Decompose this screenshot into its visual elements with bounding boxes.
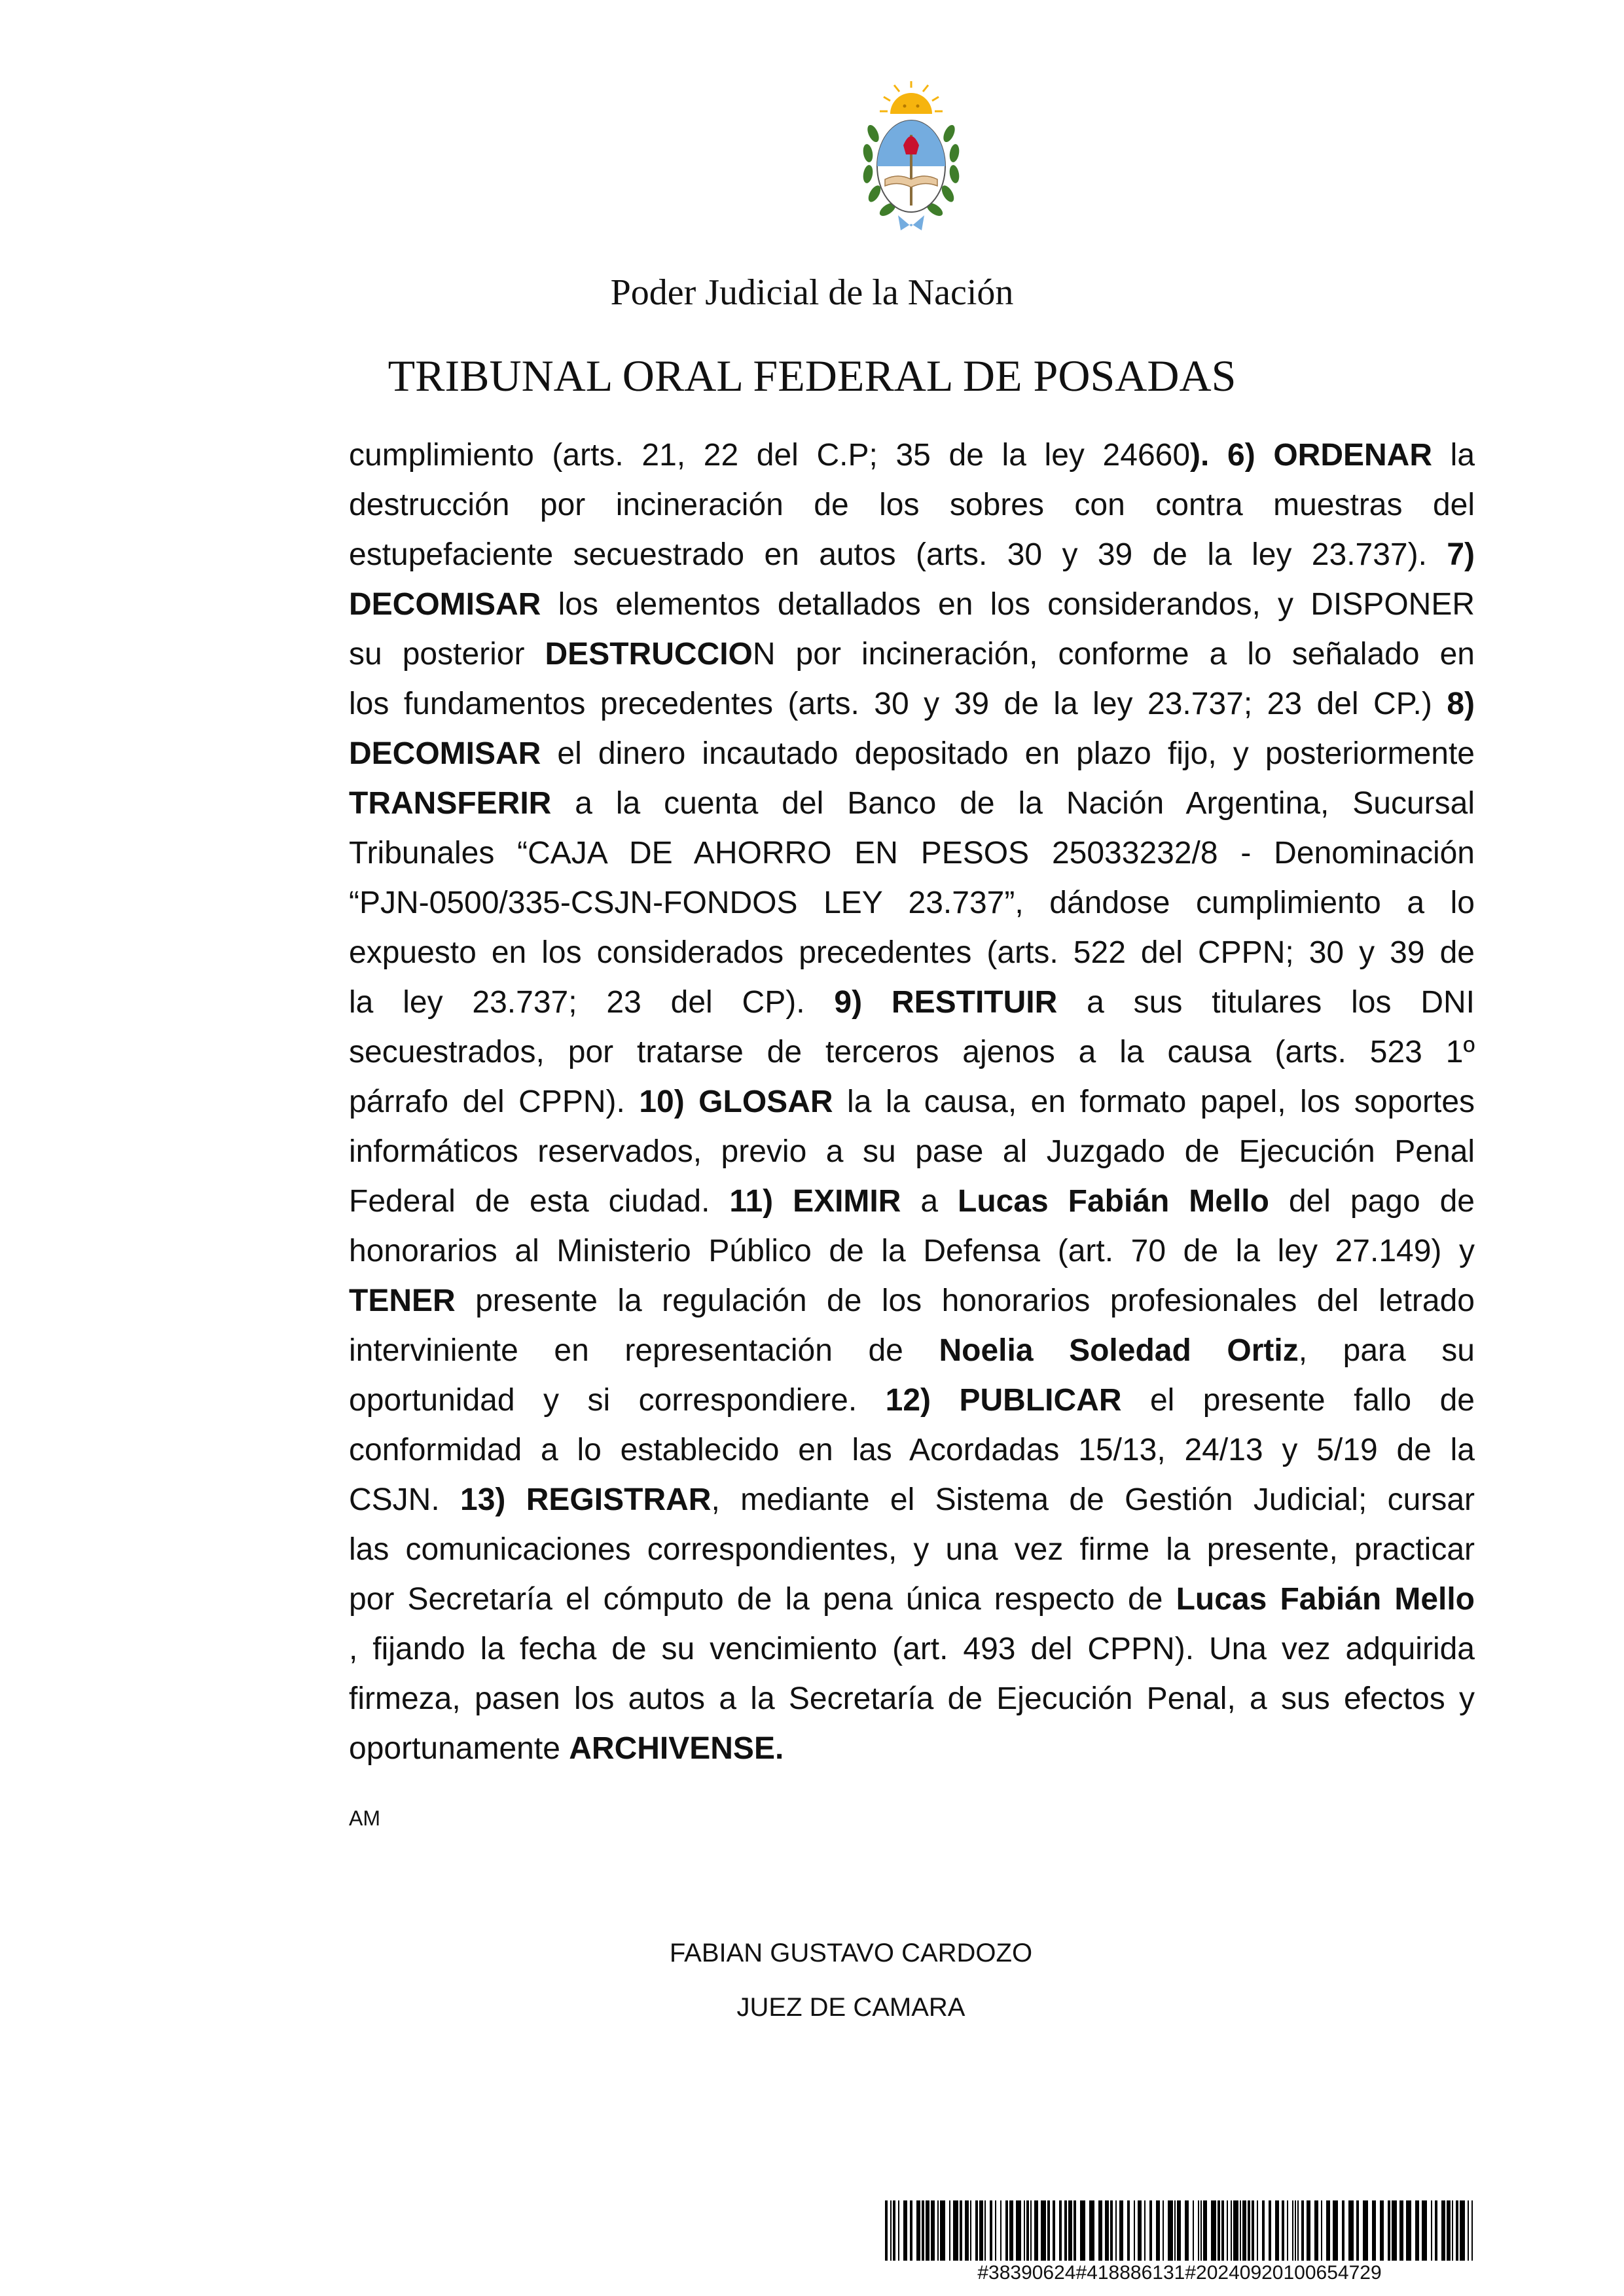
body-line (349, 878, 1475, 928)
barcode-bar (990, 2200, 992, 2261)
barcode-bar (1034, 2200, 1038, 2261)
barcode-bar (1372, 2200, 1376, 2261)
text-run: por Secretaría el cómputo de la pena única respecto de (349, 1582, 1176, 1617)
barcode-bar (1447, 2200, 1451, 2261)
text-run: la ley 23.737; 23 del CP). (349, 985, 835, 1020)
text-run: los fundamentos precedentes (arts. 30 y 39 de la ley 23.737; 23 del CP.) (349, 687, 1447, 721)
barcode-bar (965, 2200, 969, 2261)
text-run: destrucción por incineración de los sobres con contra muestras del (349, 488, 1475, 522)
text-run: N por incineración, conforme a lo señalado en (752, 637, 1475, 672)
body-line (349, 1724, 1475, 1774)
bold-text: DECOMISAR (349, 587, 541, 622)
barcode-bar (1295, 2200, 1296, 2261)
bold-text: 13) REGISTRAR (460, 1482, 712, 1517)
text-run: la la causa, en formato papel, los soportes (833, 1085, 1475, 1119)
body-line (349, 928, 1475, 978)
barcode-bar (1240, 2200, 1241, 2261)
bold-text: Noelia Soledad Ortiz (939, 1333, 1299, 1368)
barcode-bar (1342, 2200, 1344, 2261)
barcode-bar (1471, 2200, 1473, 2261)
barcode-bar (1262, 2200, 1265, 2261)
text-run: CSJN. (349, 1482, 461, 1517)
barcode-bar (1431, 2200, 1432, 2261)
barcode-bar (926, 2200, 929, 2261)
text-run: a la cuenta del Banco de la Nación Argentina, Sucursal (551, 786, 1475, 821)
barcode-bar (1009, 2200, 1013, 2261)
barcode-bar (893, 2200, 895, 2261)
argentine-coat-of-arms-seal (859, 81, 964, 235)
text-run: estupefaciente secuestrado en autos (arts. 30 y 39 de la ley 23.737). (349, 537, 1447, 572)
barcode-bar (910, 2200, 912, 2261)
barcode-bar (916, 2200, 920, 2261)
barcode-bar (1174, 2200, 1176, 2261)
barcode-bar (949, 2200, 950, 2261)
text-run: las comunicaciones correspondientes, y una vez firme la presente, practicar (349, 1532, 1475, 1567)
barcode-bar (975, 2200, 978, 2261)
barcode-bar (1356, 2200, 1359, 2261)
barcode-bar (1287, 2200, 1288, 2261)
barcode-bar (1435, 2200, 1437, 2261)
barcode-bar (970, 2200, 971, 2261)
barcode-bar (1144, 2200, 1146, 2261)
barcode-bar (1127, 2200, 1130, 2261)
barcode-bar (1134, 2200, 1135, 2261)
barcode-bar (1422, 2200, 1427, 2261)
bold-text: 10) GLOSAR (639, 1085, 833, 1119)
barcode-bar (1321, 2200, 1322, 2261)
barcode-bar (885, 2200, 888, 2261)
barcode-bar (1326, 2200, 1330, 2261)
barcode-bar (1231, 2200, 1232, 2261)
text-run: el dinero incautado depositado en plazo fijo, y posteriormente (541, 736, 1475, 771)
barcode-bar (1218, 2200, 1220, 2261)
barcode-bar (1163, 2200, 1164, 2261)
bold-text: ). 6) ORDENAR (1190, 438, 1433, 473)
barcode-bar (1441, 2200, 1445, 2261)
barcode-bar (1257, 2200, 1258, 2261)
bold-text: 9) RESTITUIR (834, 985, 1058, 1020)
body-line (349, 1177, 1475, 1227)
body-line (349, 1077, 1475, 1127)
barcode-bar (1041, 2200, 1046, 2261)
text-run: cumplimiento (arts. 21, 22 del C.P; 35 de la ley 24660 (349, 438, 1191, 473)
barcode-bar (1177, 2200, 1181, 2261)
barcode-bar (1282, 2200, 1284, 2261)
barcode-bar (1348, 2200, 1354, 2261)
text-run: a sus titulares los DNI (1057, 985, 1475, 1020)
text-run: del pago de (1269, 1184, 1475, 1219)
barcode-bar (1252, 2200, 1254, 2261)
bold-text: TENER (349, 1283, 456, 1318)
barcode-bar (1292, 2200, 1293, 2261)
barcode-bar (1105, 2200, 1109, 2261)
body-line (349, 1326, 1475, 1376)
barcode-bar (1275, 2200, 1279, 2261)
initials: AM (349, 1806, 380, 1830)
body-line (349, 679, 1475, 729)
text-run: oportunidad y si correspondiere. (349, 1383, 886, 1418)
barcode-bar (1138, 2200, 1142, 2261)
body-line (349, 480, 1475, 530)
body-line (349, 1575, 1475, 1624)
barcode-image (885, 2200, 1474, 2261)
bold-text: Lucas Fabián Mello (1176, 1582, 1475, 1617)
barcode-bar (922, 2200, 924, 2261)
barcode-bar (1200, 2200, 1202, 2261)
barcode-bar (1456, 2200, 1458, 2261)
bold-text: TRANSFERIR (349, 786, 552, 821)
barcode-bar (1059, 2200, 1062, 2261)
body-line (349, 1475, 1475, 1525)
bold-text: 7) (1447, 537, 1475, 572)
barcode-code: #38390624#418886131#20240920100654729 (977, 2262, 1382, 2284)
text-run: , para su (1298, 1333, 1475, 1368)
barcode-bar (931, 2200, 935, 2261)
barcode-bar (1242, 2200, 1246, 2261)
barcode-bar (1068, 2200, 1072, 2261)
barcode-bar (1168, 2200, 1173, 2261)
text-run: interviniente en representación de (349, 1333, 939, 1368)
barcode-bar (1149, 2200, 1152, 2261)
barcode-bar (1363, 2200, 1368, 2261)
barcode-bar (1399, 2200, 1403, 2261)
judge-title: JUEZ DE CAMARA (736, 1993, 965, 2022)
text-run: el presente fallo de (1121, 1383, 1475, 1418)
body-line (349, 978, 1475, 1028)
body-line (349, 530, 1475, 580)
body-line (349, 779, 1475, 829)
body-line (349, 1276, 1475, 1326)
barcode-bar (1203, 2200, 1207, 2261)
barcode-bar (1098, 2200, 1102, 2261)
body-line (349, 580, 1475, 630)
bold-text: ARCHIVENSE. (569, 1731, 784, 1766)
barcode-bar (984, 2200, 986, 2261)
body-line (349, 1376, 1475, 1426)
barcode-bar (1388, 2200, 1390, 2261)
text-run: la (1432, 438, 1475, 473)
barcode-bar (1047, 2200, 1050, 2261)
barcode-bar (1074, 2200, 1076, 2261)
barcode-bar (1119, 2200, 1123, 2261)
barcode-bar (1248, 2200, 1250, 2261)
barcode-bar (1307, 2200, 1310, 2261)
text-run: Tribunales “CAJA DE AHORRO EN PESOS 25033232/8 - Denominación (349, 836, 1475, 870)
barcode-bar (1301, 2200, 1304, 2261)
barcode-bar (1016, 2200, 1021, 2261)
body-line (349, 1674, 1475, 1724)
barcode-bar (940, 2200, 945, 2261)
text-run: oportunamente (349, 1731, 569, 1766)
text-run: informáticos reservados, previo a su pase al Juzgado de Ejecución Penal (349, 1134, 1475, 1169)
barcode-bar (1415, 2200, 1419, 2261)
bold-text: 12) PUBLICAR (885, 1383, 1122, 1418)
text-run: secuestrados, por tratarse de terceros ajenos a la causa (arts. 523 1º (349, 1035, 1475, 1069)
barcode-bar (1406, 2200, 1411, 2261)
bold-text: DESTRUCCIO (545, 637, 753, 672)
judge-name: FABIAN GUSTAVO CARDOZO (669, 1939, 1033, 1967)
barcode-bar (1314, 2200, 1318, 2261)
body-line (349, 1028, 1475, 1077)
barcode-bar (1024, 2200, 1025, 2261)
barcode-bar (1198, 2200, 1199, 2261)
bold-text: Lucas Fabián Mello (958, 1184, 1269, 1219)
barcode-bar (1392, 2200, 1397, 2261)
barcode-bar (1333, 2200, 1338, 2261)
body-line (349, 1127, 1475, 1177)
barcode-bar (1193, 2200, 1194, 2261)
barcode-bar (1000, 2200, 1001, 2261)
barcode-bar (1053, 2200, 1055, 2261)
barcode-bar (1110, 2200, 1113, 2261)
barcode-bar (1030, 2200, 1032, 2261)
body-line (349, 1624, 1475, 1674)
barcode-bar (937, 2200, 939, 2261)
barcode-bar (960, 2200, 962, 2261)
barcode-bar (979, 2200, 983, 2261)
barcode-bar (953, 2200, 958, 2261)
body-line (349, 729, 1475, 779)
barcode-bar (1005, 2200, 1008, 2261)
barcode-bar (1080, 2200, 1085, 2261)
text-run: su posterior (349, 637, 545, 672)
barcode-bar (890, 2200, 892, 2261)
barcode-bar (903, 2200, 907, 2261)
barcode-bar (1026, 2200, 1029, 2261)
text-run: conformidad a lo establecido en las Acordadas 15/13, 24/13 y 5/19 de la (349, 1433, 1475, 1467)
barcode-bar (1233, 2200, 1238, 2261)
barcode-bar (1297, 2200, 1299, 2261)
text-run: honorarios al Ministerio Público de la Defensa (art. 70 de la ley 27.149) y (349, 1234, 1475, 1268)
body-line (349, 829, 1475, 878)
barcode-bar (1468, 2200, 1469, 2261)
text-run: Federal de esta ciudad. (349, 1184, 730, 1219)
barcode-bar (898, 2200, 899, 2261)
barcode-bar (1460, 2200, 1465, 2261)
body-line (349, 431, 1475, 480)
text-run: expuesto en los considerados precedentes (arts. 522 del CPPN; 30 y 39 de (349, 935, 1475, 970)
barcode-bar (1156, 2200, 1160, 2261)
text-run: , fijando la fecha de su vencimiento (art. 493 del CPPN). Una vez adquirida (349, 1632, 1475, 1666)
text-run: a (901, 1184, 958, 1219)
body-line (349, 1525, 1475, 1575)
barcode-bar (1452, 2200, 1453, 2261)
body-line (349, 1426, 1475, 1475)
barcode-bar (1211, 2200, 1216, 2261)
text-run: párrafo del CPPN). (349, 1085, 640, 1119)
text-run: los elementos detallados en los considerandos, y DISPONER (541, 587, 1475, 622)
bold-text: 11) EXIMIR (729, 1184, 901, 1219)
court-heading: TRIBUNAL ORAL FEDERAL DE POSADAS (388, 351, 1236, 401)
barcode-bar (1380, 2200, 1384, 2261)
body-line (349, 630, 1475, 679)
barcode-bar (1269, 2200, 1271, 2261)
barcode-bar (995, 2200, 996, 2261)
barcode-bar (1089, 2200, 1094, 2261)
text-run: presente la regulación de los honorarios profesionales del letrado (455, 1283, 1475, 1318)
text-run: “PJN-0500/335-CSJN-FONDOS LEY 23.737”, dándose cumplimiento a lo (349, 886, 1475, 920)
text-run: , mediante el Sistema de Gestión Judicial; cursar (711, 1482, 1475, 1517)
barcode-bar (1221, 2200, 1224, 2261)
bold-text: 8) (1447, 687, 1475, 721)
barcode-bar (1064, 2200, 1067, 2261)
organization-heading: Poder Judicial de la Nación (610, 272, 1014, 313)
resolution-body (349, 431, 1475, 1774)
bold-text: DECOMISAR (349, 736, 541, 771)
barcode-bar (1185, 2200, 1189, 2261)
body-line (349, 1227, 1475, 1276)
barcode-bar (1227, 2200, 1228, 2261)
text-run: firmeza, pasen los autos a la Secretaría de Ejecución Penal, a sus efectos y (349, 1681, 1475, 1716)
barcode-bar (1115, 2200, 1117, 2261)
